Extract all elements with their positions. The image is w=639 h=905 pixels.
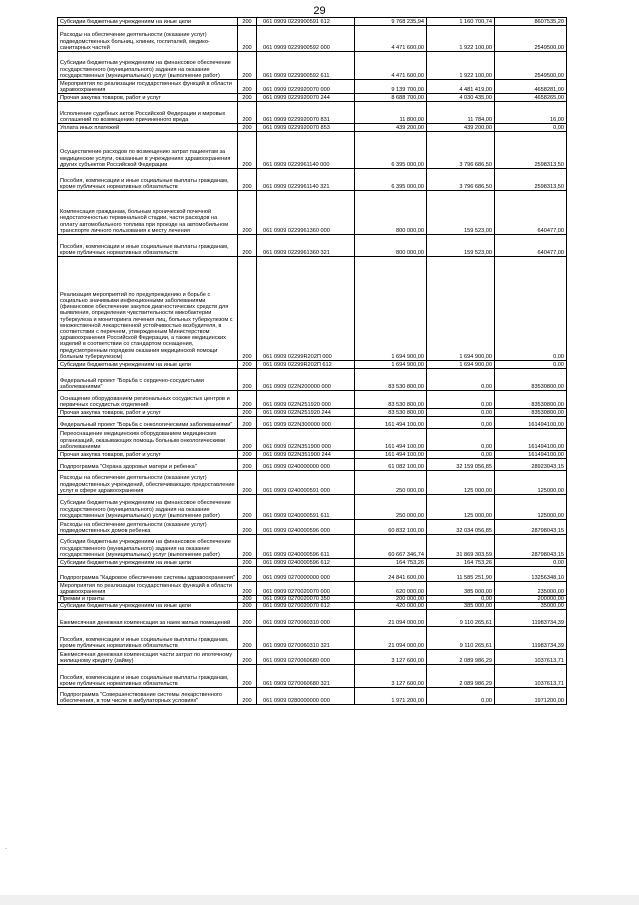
row-executed-cell: 11 784,00 [427, 102, 495, 124]
row-planned-cell: 439 200,00 [355, 124, 427, 132]
row-code-cell: 200 [238, 559, 257, 567]
row-kbk-cell: 061 0909 0270020070 000 [257, 582, 355, 596]
row-code-cell: 200 [238, 520, 257, 535]
row-code-cell: 200 [238, 688, 257, 705]
row-planned-cell: 4 471 600,00 [355, 26, 427, 52]
row-name-cell: Переоснащение медицинским оборудованием медицинских организаций, оказывающих помощь больным онкологическими заболеваниями [58, 429, 238, 451]
row-code-cell: 200 [238, 169, 257, 191]
table-row [58, 603, 567, 610]
row-name-cell: Прочая закупка товаров, работ и услуг [58, 94, 238, 102]
row-executed-cell: 439 200,00 [427, 124, 495, 132]
row-name-cell: Реализация мероприятий по предупреждению и борьбе с социально значимыми инфекционными заболеваниями (финансовое обеспечение закупок диагностических средств для выявления, определения чувствительности микобактерии туберкулеза и мониторинга лечения лиц, больных туберкулезом с множественной лекарственной устойчивостью возбудителя, в соответствии с перечнем, утвержденным Министерством здравоохранения Российской Федерации, а также медицинских изделий в соответствии со стандартом оснащения, предусмотренным порядком оказания медицинской помощи больным туберкулезом) [58, 257, 238, 361]
row-code-cell: 200 [238, 429, 257, 451]
row-executed-cell: 32 159 056,85 [427, 459, 495, 471]
table-row [58, 169, 567, 191]
row-executed-cell: 385 000,00 [427, 603, 495, 610]
row-remainder-cell: 2549500,00 [495, 52, 567, 80]
row-name-cell: Пособия, компенсации и иные социальные выплаты гражданам, кроме публичных нормативных обязательств [58, 627, 238, 650]
row-planned-cell: 3 127 600,00 [355, 650, 427, 665]
row-executed-cell: 1 694 900,00 [427, 361, 495, 369]
row-executed-cell: 0,00 [427, 429, 495, 451]
row-name-cell: Пособия, компенсации и иные социальные выплаты гражданам, кроме публичных нормативных обязательств [58, 169, 238, 191]
row-executed-cell: 9 110 265,61 [427, 627, 495, 650]
row-kbk-cell: 061 0909 0229900592 611 [257, 52, 355, 80]
table-row [58, 471, 567, 495]
row-planned-cell: 61 082 100,00 [355, 459, 427, 471]
row-executed-cell: 0,00 [427, 369, 495, 391]
row-name-cell: Прочая закупка товаров, работ и услуг [58, 451, 238, 459]
table-row [58, 495, 567, 520]
row-remainder-cell: 2598313,50 [495, 169, 567, 191]
row-planned-cell: 800 000,00 [355, 191, 427, 235]
row-name-cell: Расходы на обеспечение деятельности (оказание услуг) подведомственных больниц, клиник, госпиталей, медико-санитарных частей [58, 26, 238, 52]
row-kbk-cell: 061 0909 0229920070 831 [257, 102, 355, 124]
row-remainder-cell: 161494100,00 [495, 417, 567, 429]
row-name-cell: Подпрограмма "Охрана здоровья матери и ребенка" [58, 459, 238, 471]
row-remainder-cell: 125000,00 [495, 471, 567, 495]
row-executed-cell: 0,00 [427, 688, 495, 705]
row-planned-cell: 161 494 100,00 [355, 417, 427, 429]
row-remainder-cell: 28923043,15 [495, 459, 567, 471]
row-kbk-cell: 061 0909 0270060680 321 [257, 665, 355, 688]
table-row [58, 567, 567, 582]
row-executed-cell: 159 523,00 [427, 235, 495, 257]
row-name-cell: Компенсация гражданам, больным хронической почечной недостаточностью терминальной стадии, части расходов на оплату автомобильного топлива при проезде на автомобильном транспорте личного пользования к месту лечения [58, 191, 238, 235]
row-remainder-cell: 8607535,20 [495, 18, 567, 26]
row-executed-cell: 1 922 100,00 [427, 52, 495, 80]
row-code-cell: 200 [238, 471, 257, 495]
page-bottom-strip [0, 895, 639, 905]
row-remainder-cell: 0,00 [495, 361, 567, 369]
row-remainder-cell: 83530800,00 [495, 409, 567, 417]
row-remainder-cell: 83530800,00 [495, 369, 567, 391]
row-remainder-cell: 28798043,15 [495, 535, 567, 559]
row-kbk-cell: 061 0909 0229961140 321 [257, 169, 355, 191]
row-executed-cell: 1 160 700,74 [427, 18, 495, 26]
row-executed-cell: 32 034 056,85 [427, 520, 495, 535]
row-planned-cell: 200 000,00 [355, 596, 427, 603]
row-executed-cell: 159 523,00 [427, 191, 495, 235]
table-row [58, 665, 567, 688]
row-code-cell: 200 [238, 665, 257, 688]
row-name-cell: Подпрограмма "Кадровое обеспечение системы здравоохранения" [58, 567, 238, 582]
row-kbk-cell: 061 0909 0229961140 000 [257, 132, 355, 169]
row-kbk-cell: 061 0909 0270060310 321 [257, 627, 355, 650]
row-remainder-cell: 1971200,00 [495, 688, 567, 705]
row-executed-cell: 3 796 686,50 [427, 169, 495, 191]
row-kbk-cell: 061 0909 022N300000 000 [257, 417, 355, 429]
row-remainder-cell: 16,00 [495, 102, 567, 124]
row-code-cell: 200 [238, 132, 257, 169]
row-remainder-cell: 640477,00 [495, 235, 567, 257]
row-remainder-cell: 11983734,39 [495, 627, 567, 650]
table-row [58, 94, 567, 102]
row-planned-cell: 9 768 235,94 [355, 18, 427, 26]
row-remainder-cell: 2549500,00 [495, 26, 567, 52]
row-planned-cell: 60 667 346,74 [355, 535, 427, 559]
row-executed-cell: 1 922 100,00 [427, 26, 495, 52]
table-row [58, 451, 567, 459]
row-name-cell: Субсидии бюджетным учреждениям на финансовое обеспечение государственного (муниципального) задания на оказание государственных (муниципальных) услуг (выполнение работ) [58, 52, 238, 80]
row-name-cell: Пособия, компенсации и иные социальные выплаты гражданам, кроме публичных нормативных обязательств [58, 665, 238, 688]
row-planned-cell: 1 971 200,00 [355, 688, 427, 705]
row-executed-cell: 0,00 [427, 391, 495, 409]
table-row [58, 124, 567, 132]
row-code-cell: 200 [238, 257, 257, 361]
row-kbk-cell: 061 0909 0240000000 000 [257, 459, 355, 471]
row-executed-cell: 164 753,26 [427, 559, 495, 567]
row-planned-cell: 161 494 100,00 [355, 429, 427, 451]
row-executed-cell: 0,00 [427, 409, 495, 417]
row-kbk-cell: 061 0909 0240000596 000 [257, 520, 355, 535]
row-planned-cell: 1 694 900,00 [355, 361, 427, 369]
row-kbk-cell: 061 0909 0280000000 000 [257, 688, 355, 705]
row-kbk-cell: 061 0909 0270020070 350 [257, 596, 355, 603]
table-row [58, 52, 567, 80]
row-kbk-cell: 061 0909 022N200000 000 [257, 369, 355, 391]
row-code-cell: 200 [238, 52, 257, 80]
row-kbk-cell: 061 0909 02299R202П 612 [257, 361, 355, 369]
row-executed-cell: 385 000,00 [427, 582, 495, 596]
row-code-cell: 200 [238, 361, 257, 369]
row-executed-cell: 125 000,00 [427, 471, 495, 495]
row-name-cell: Мероприятия по реализации государственных функций в области здравоохранения [58, 80, 238, 94]
table-row [58, 80, 567, 94]
row-planned-cell: 4 471 600,00 [355, 52, 427, 80]
row-remainder-cell: 4658265,00 [495, 94, 567, 102]
row-name-cell: Пособия, компенсации и иные социальные выплаты гражданам, кроме публичных нормативных обязательств [58, 235, 238, 257]
row-planned-cell: 83 530 800,00 [355, 409, 427, 417]
row-code-cell: 200 [238, 596, 257, 603]
row-code-cell: 200 [238, 94, 257, 102]
row-code-cell: 200 [238, 369, 257, 391]
row-name-cell: Мероприятия по реализации государственных функций в области здравоохранения [58, 582, 238, 596]
table-row [58, 369, 567, 391]
row-name-cell: Премии и гранты [58, 596, 238, 603]
row-remainder-cell: 235000,00 [495, 582, 567, 596]
row-planned-cell: 164 753,26 [355, 559, 427, 567]
row-remainder-cell: 11983734,39 [495, 610, 567, 627]
row-planned-cell: 11 800,00 [355, 102, 427, 124]
row-planned-cell: 83 530 800,00 [355, 391, 427, 409]
table-row [58, 627, 567, 650]
row-code-cell: 200 [238, 417, 257, 429]
row-kbk-cell: 061 0909 02299R202П 000 [257, 257, 355, 361]
table-row [58, 235, 567, 257]
table-row [58, 535, 567, 559]
row-planned-cell: 620 000,00 [355, 582, 427, 596]
row-kbk-cell: 061 0909 0229920070 244 [257, 94, 355, 102]
margin-mark: · [5, 846, 7, 852]
row-planned-cell: 161 494 100,00 [355, 451, 427, 459]
row-kbk-cell: 061 0909 0240000596 612 [257, 559, 355, 567]
row-planned-cell: 1 694 900,00 [355, 257, 427, 361]
row-kbk-cell: 061 0909 0270020070 612 [257, 603, 355, 610]
row-kbk-cell: 061 0909 022N351900 000 [257, 429, 355, 451]
row-code-cell: 200 [238, 610, 257, 627]
row-planned-cell: 24 841 600,00 [355, 567, 427, 582]
row-remainder-cell: 200000,00 [495, 596, 567, 603]
row-kbk-cell: 061 0909 0229900591 612 [257, 18, 355, 26]
row-executed-cell: 2 089 986,29 [427, 665, 495, 688]
row-executed-cell: 4 481 419,00 [427, 80, 495, 94]
row-remainder-cell: 28798043,15 [495, 520, 567, 535]
row-code-cell: 200 [238, 409, 257, 417]
row-remainder-cell: 1037613,71 [495, 650, 567, 665]
row-planned-cell: 250 000,00 [355, 495, 427, 520]
row-remainder-cell: 13256348,10 [495, 567, 567, 582]
row-planned-cell: 3 127 600,00 [355, 665, 427, 688]
row-planned-cell: 9 139 700,00 [355, 80, 427, 94]
table-row [58, 409, 567, 417]
table-row [58, 102, 567, 124]
row-code-cell: 200 [238, 235, 257, 257]
row-name-cell: Субсидии бюджетным учреждениям на иные цели [58, 361, 238, 369]
row-name-cell: Расходы на обеспечение деятельности (оказание услуг) подведомственных учреждений, обеспечивающих предоставление услуг в сфере здравоохранения [58, 471, 238, 495]
row-remainder-cell: 0,00 [495, 559, 567, 567]
table-row [58, 582, 567, 596]
row-kbk-cell: 061 0909 0229961360 321 [257, 235, 355, 257]
table-row [58, 429, 567, 451]
table-row [58, 596, 567, 603]
row-remainder-cell: 161494100,00 [495, 429, 567, 451]
row-kbk-cell: 061 0909 0229961360 000 [257, 191, 355, 235]
table-row [58, 520, 567, 535]
table-row [58, 391, 567, 409]
row-code-cell: 200 [238, 124, 257, 132]
table-row [58, 417, 567, 429]
row-planned-cell: 6 395 000,00 [355, 132, 427, 169]
row-remainder-cell: 35000,00 [495, 603, 567, 610]
row-executed-cell: 4 030 435,00 [427, 94, 495, 102]
row-executed-cell: 1 694 900,00 [427, 257, 495, 361]
row-code-cell: 200 [238, 495, 257, 520]
table-row [58, 650, 567, 665]
row-kbk-cell: 061 0909 022N251920 000 [257, 391, 355, 409]
row-remainder-cell: 125000,00 [495, 495, 567, 520]
row-remainder-cell: 0,00 [495, 257, 567, 361]
row-remainder-cell: 640477,00 [495, 191, 567, 235]
table-row [58, 361, 567, 369]
table-row [58, 459, 567, 471]
row-name-cell: Осуществление расходов по возмещению затрат пациентам за медицинские услуги, оказанные в учреждениях здравоохранения других субъектов Российской Федерации [58, 132, 238, 169]
row-remainder-cell: 161494100,00 [495, 451, 567, 459]
budget-table [57, 17, 567, 705]
row-name-cell: Федеральный проект "Борьба с онкологическими заболеваниями" [58, 417, 238, 429]
table-row [58, 257, 567, 361]
row-planned-cell: 8 688 700,00 [355, 94, 427, 102]
row-code-cell: 200 [238, 18, 257, 26]
row-executed-cell: 0,00 [427, 417, 495, 429]
row-code-cell: 200 [238, 582, 257, 596]
row-name-cell: Субсидии бюджетным учреждениям на иные цели [58, 18, 238, 26]
row-code-cell: 200 [238, 535, 257, 559]
row-remainder-cell: 1037613,71 [495, 665, 567, 688]
page-number: 29 [313, 5, 326, 17]
row-remainder-cell: 2598313,50 [495, 132, 567, 169]
row-code-cell: 200 [238, 391, 257, 409]
table-row [58, 191, 567, 235]
row-name-cell: Исполнение судебных актов Российской Федерации и мировых соглашений по возмещению причиненного вреда [58, 102, 238, 124]
row-kbk-cell: 061 0909 0229900592 000 [257, 26, 355, 52]
row-code-cell: 200 [238, 567, 257, 582]
row-name-cell: Субсидии бюджетным учреждениям на финансовое обеспечение государственного (муниципального) задания на оказание государственных (муниципальных) услуг (выполнение работ) [58, 535, 238, 559]
row-code-cell: 200 [238, 26, 257, 52]
row-name-cell: Федеральный проект "Борьба с сердечно-сосудистыми заболеваниями" [58, 369, 238, 391]
table-row [58, 610, 567, 627]
row-name-cell: Субсидии бюджетным учреждениям на иные цели [58, 603, 238, 610]
row-planned-cell: 21 094 000,00 [355, 610, 427, 627]
row-planned-cell: 800 000,00 [355, 235, 427, 257]
row-executed-cell: 0,00 [427, 596, 495, 603]
row-name-cell: Ежемесячная денежная компенсация части затрат по ипотечному жилищному кредиту (займу) [58, 650, 238, 665]
row-code-cell: 200 [238, 80, 257, 94]
row-name-cell: Субсидии бюджетным учреждениям на иные цели [58, 559, 238, 567]
table-row [58, 132, 567, 169]
table-row [58, 559, 567, 567]
row-planned-cell: 83 530 800,00 [355, 369, 427, 391]
row-planned-cell: 21 094 000,00 [355, 627, 427, 650]
row-name-cell: Оснащение оборудованием региональных сосудистых центров и первичных сосудистых отделений [58, 391, 238, 409]
row-kbk-cell: 061 0909 022N251920 244 [257, 409, 355, 417]
row-kbk-cell: 061 0909 0270000000 000 [257, 567, 355, 582]
row-name-cell: Субсидии бюджетным учреждениям на финансовое обеспечение государственного (муниципального) задания на оказание государственных (муниципальных) услуг (выполнение работ) [58, 495, 238, 520]
row-name-cell: Прочая закупка товаров, работ и услуг [58, 409, 238, 417]
row-executed-cell: 31 869 303,59 [427, 535, 495, 559]
row-code-cell: 200 [238, 650, 257, 665]
row-remainder-cell: 83530800,00 [495, 391, 567, 409]
row-planned-cell: 60 832 100,00 [355, 520, 427, 535]
row-code-cell: 200 [238, 459, 257, 471]
row-executed-cell: 125 000,00 [427, 495, 495, 520]
row-executed-cell: 3 796 686,50 [427, 132, 495, 169]
row-name-cell: Подпрограмма "Совершенствование системы лекарственного обеспечения, в том числе в амбулаторных условиях" [58, 688, 238, 705]
row-code-cell: 200 [238, 603, 257, 610]
row-name-cell: Ежемесячная денежная компенсация за наем жилых помещений [58, 610, 238, 627]
row-remainder-cell: 0,00 [495, 124, 567, 132]
row-kbk-cell: 061 0909 0229920070 853 [257, 124, 355, 132]
row-kbk-cell: 061 0909 0240000591 000 [257, 471, 355, 495]
table-row [58, 18, 567, 26]
row-kbk-cell: 061 0909 022N351900 244 [257, 451, 355, 459]
row-kbk-cell: 061 0909 0229920070 000 [257, 80, 355, 94]
row-executed-cell: 11 585 251,90 [427, 567, 495, 582]
table-row [58, 26, 567, 52]
row-planned-cell: 6 395 000,00 [355, 169, 427, 191]
row-kbk-cell: 061 0909 0240000591 611 [257, 495, 355, 520]
row-planned-cell: 250 000,00 [355, 471, 427, 495]
row-executed-cell: 9 110 265,61 [427, 610, 495, 627]
row-code-cell: 200 [238, 627, 257, 650]
row-code-cell: 200 [238, 191, 257, 235]
row-kbk-cell: 061 0909 0240000596 611 [257, 535, 355, 559]
table-row [58, 688, 567, 705]
row-kbk-cell: 061 0909 0270060310 000 [257, 610, 355, 627]
row-name-cell: Уплата иных платежей [58, 124, 238, 132]
row-code-cell: 200 [238, 451, 257, 459]
row-code-cell: 200 [238, 102, 257, 124]
row-planned-cell: 420 000,00 [355, 603, 427, 610]
row-executed-cell: 2 089 986,29 [427, 650, 495, 665]
row-executed-cell: 0,00 [427, 451, 495, 459]
row-kbk-cell: 061 0909 0270060680 000 [257, 650, 355, 665]
row-name-cell: Расходы на обеспечение деятельности (оказание услуг) подведомственных домов ребенка [58, 520, 238, 535]
row-remainder-cell: 4658281,00 [495, 80, 567, 94]
